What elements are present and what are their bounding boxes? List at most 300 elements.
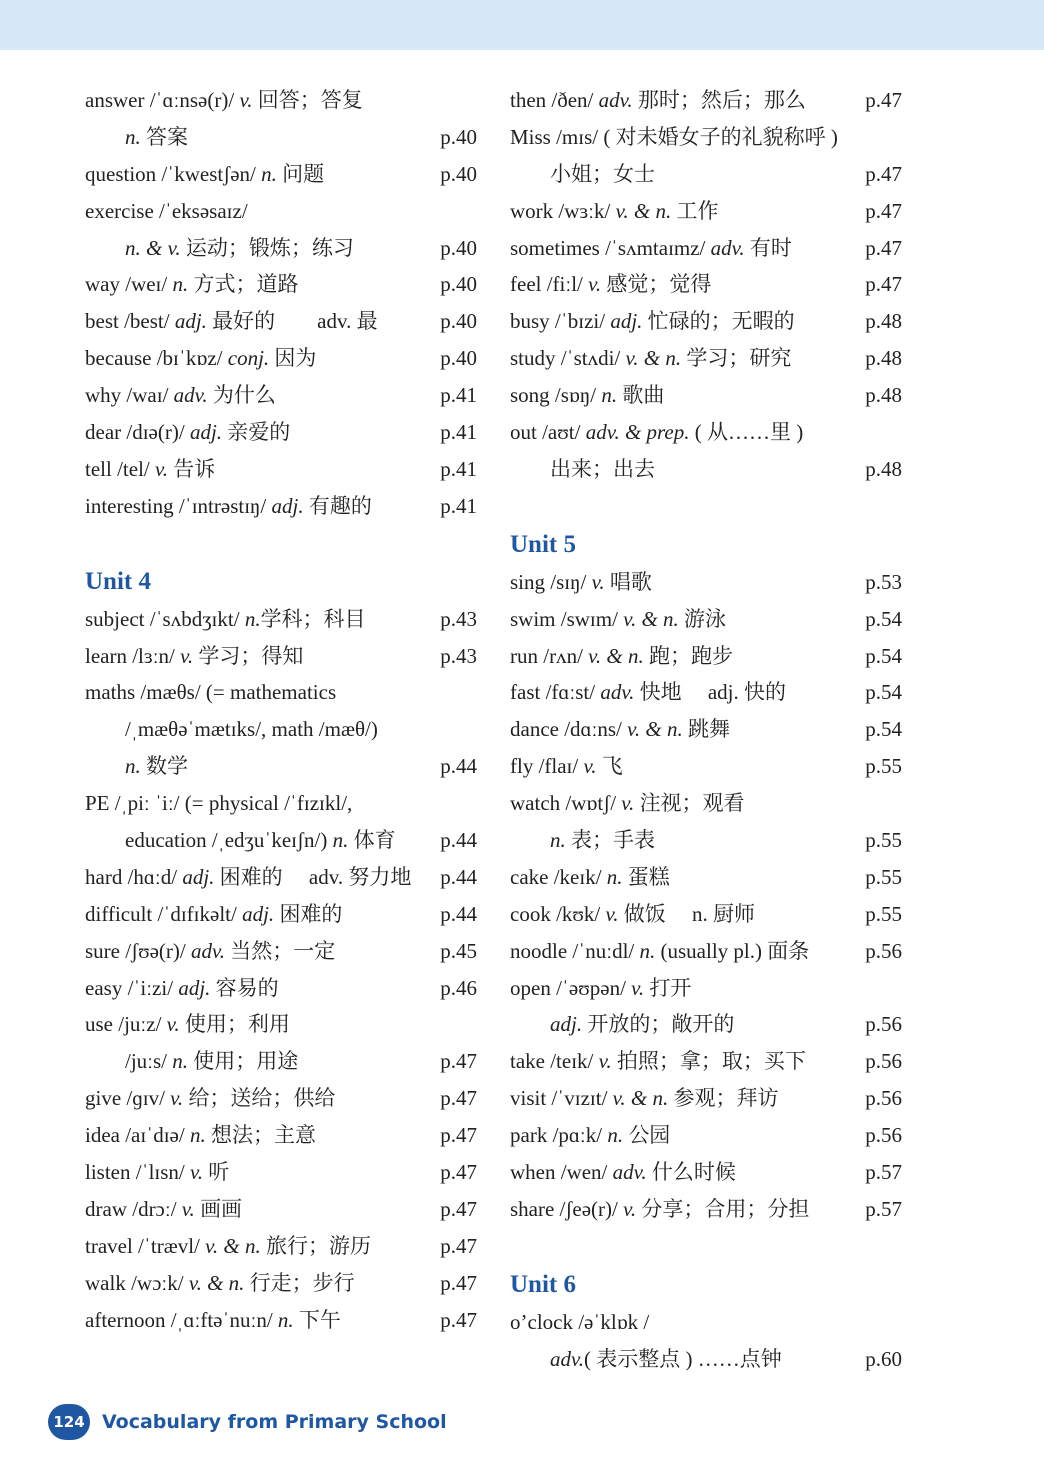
vocab-entry (510, 896, 902, 933)
part-of-speech: n. (277, 1307, 294, 1332)
entry-word: exercise /ˈeksəsaɪz/ (85, 198, 248, 223)
definition: 拍照；拿；取；买下 (611, 1049, 806, 1074)
page-ref: p.48 (865, 346, 902, 371)
entry-word: walk /wɔːk/ (85, 1270, 189, 1295)
vocab-entry (510, 785, 902, 822)
part-of-speech: adj. (178, 975, 211, 1000)
page-ref: p.40 (440, 124, 477, 149)
entry-text (510, 82, 806, 119)
page-ref: p.55 (865, 901, 902, 926)
page-ref: p.44 (440, 754, 477, 779)
entry-word: feel /fiːl/ (510, 272, 589, 297)
entry-text (85, 933, 335, 970)
entry-text (510, 303, 795, 340)
part-of-speech: n. (601, 383, 618, 408)
entry-word: use /juːz/ (85, 1012, 167, 1037)
page-ref: p.60 (865, 1346, 902, 1371)
entry-word: song /sɒŋ/ (510, 383, 602, 408)
definition: 那时；然后；那么 (632, 88, 806, 112)
entry-word: sometimes /ˈsʌmtaɪmz/ (510, 235, 711, 260)
part-of-speech: n. (639, 938, 656, 963)
footer-title: Vocabulary from Primary School (102, 1411, 447, 1433)
entry-text (510, 601, 726, 638)
entry-text (550, 1006, 734, 1043)
entry-text (510, 1304, 649, 1341)
part-of-speech: adv. & prep. (585, 420, 690, 445)
page-ref: p.41 (440, 456, 477, 481)
vocab-entry (510, 859, 902, 896)
part-of-speech: v. (166, 1012, 180, 1037)
entry-text (125, 119, 188, 156)
vocab-entry (510, 119, 902, 156)
definition: 什么时候 (646, 1160, 736, 1185)
part-of-speech: conj. (227, 346, 270, 371)
entry-text (510, 1117, 670, 1154)
part-of-speech: v. (181, 1196, 195, 1221)
entry-word: tell /tel/ (85, 456, 155, 481)
page-ref: p.56 (865, 938, 902, 963)
vocab-entry (85, 377, 477, 414)
vocab-entry (510, 451, 902, 488)
vocab-entry (85, 674, 477, 711)
entry-text (85, 1265, 355, 1302)
entry-word: out /aʊt/ (510, 420, 586, 445)
definition: 画画 (194, 1196, 243, 1221)
entry-text (85, 970, 279, 1007)
page-ref: p.48 (865, 456, 902, 481)
entry-text (125, 822, 396, 859)
entry-text (510, 193, 719, 230)
page-ref: p.47 (865, 235, 902, 260)
entry-word: easy /ˈiːzi/ (85, 975, 179, 1000)
unit-heading: Unit 4 (85, 567, 151, 595)
vocab-entry (510, 1341, 902, 1378)
page-ref: p.48 (865, 383, 902, 408)
entry-word: watch /wɒtʃ/ (510, 791, 622, 816)
entry-text (85, 488, 372, 525)
section-gap (510, 1228, 902, 1266)
entry-word: fly /flaɪ/ (510, 754, 584, 779)
definition: 困难的 (274, 901, 343, 926)
right-vocab-column (510, 82, 902, 1378)
entry-text (85, 896, 342, 933)
vocab-entry (85, 1080, 477, 1117)
vocab-entry (85, 193, 477, 230)
definition: 跳舞 (682, 717, 730, 742)
definition: 给；送给；供给 (183, 1086, 336, 1111)
definition: 当然；一定 (225, 938, 336, 963)
part-of-speech: v. (239, 88, 253, 112)
entry-text (125, 748, 188, 785)
entry-word: when /wen/ (510, 1160, 613, 1185)
entry-word: take /teɪk/ (510, 1049, 599, 1074)
definition: 忙碌的；无暇的 (642, 309, 795, 334)
vocab-entry (510, 377, 902, 414)
definition: 学习；研究 (681, 346, 792, 371)
entry-word: give /ɡɪv/ (85, 1086, 171, 1111)
entry-text (85, 1006, 290, 1043)
page-ref: p.47 (865, 272, 902, 297)
entry-text (85, 377, 276, 414)
definition: 亲爱的 (222, 420, 291, 445)
entry-word: travel /ˈtrævl/ (85, 1233, 206, 1258)
entry-text (85, 785, 352, 822)
entry-text (85, 193, 248, 230)
entry-word: way /weɪ/ (85, 272, 173, 297)
vocab-entry (510, 1117, 902, 1154)
entry-word: cook /kʊk/ (510, 901, 606, 926)
entry-word: then /ðen/ (510, 88, 599, 112)
entry-word: education /ˌedʒuˈkeɪʃn/) (125, 828, 333, 853)
entry-word: question /ˈkwestʃən/ (85, 161, 262, 186)
page-ref: p.56 (865, 1012, 902, 1037)
part-of-speech: v. (588, 272, 602, 297)
part-of-speech: v. & n. (588, 643, 644, 668)
definition: 参观；拜访 (668, 1086, 779, 1111)
page-ref: p.47 (865, 161, 902, 186)
vocab-entry (85, 340, 477, 377)
entry-text (85, 638, 303, 675)
definition: 容易的 (210, 975, 279, 1000)
vocab-entry (85, 230, 477, 267)
part-of-speech: v. & n. (615, 198, 672, 223)
part-of-speech: adj. (174, 309, 207, 334)
vocab-entry (85, 933, 477, 970)
part-of-speech: adv. (710, 235, 745, 260)
entry-word: cake /keɪk/ (510, 864, 607, 889)
entry-word: answer /ˈɑːnsə(r)/ (85, 88, 240, 112)
section-gap (510, 488, 902, 526)
part-of-speech: v. (170, 1086, 184, 1111)
page-ref: p.47 (440, 1160, 477, 1185)
part-of-speech: v. (605, 901, 619, 926)
vocab-entry (85, 785, 477, 822)
definition: 听 (203, 1160, 230, 1185)
vocab-entry (85, 896, 477, 933)
definition: 蛋糕 (622, 864, 670, 889)
page-ref: p.47 (440, 1307, 477, 1332)
entry-word: listen /ˈlɪsn/ (85, 1160, 190, 1185)
definition: 困难的 adv. 努力地 (214, 864, 412, 889)
vocab-entry (85, 156, 477, 193)
definition: 学科；科目 (260, 606, 366, 631)
definition: 旅行；游历 (260, 1233, 371, 1258)
page-ref: p.40 (440, 309, 477, 334)
entry-text (85, 674, 336, 711)
entry-text (510, 748, 623, 785)
entry-text (125, 1043, 298, 1080)
part-of-speech: adj. (189, 420, 223, 445)
top-color-band (0, 0, 1044, 50)
page-ref: p.44 (440, 828, 477, 853)
page-ref: p.47 (440, 1270, 477, 1295)
page-ref: p.56 (865, 1086, 902, 1111)
definition: ( 从……里 ) (689, 420, 804, 445)
entry-word: learn /lɜːn/ (85, 643, 181, 668)
part-of-speech: n. (332, 828, 349, 853)
page-ref: p.55 (865, 754, 902, 779)
vocab-entry (510, 266, 902, 303)
page-ref: p.48 (865, 309, 902, 334)
vocab-entry (510, 414, 902, 451)
vocab-entry (510, 822, 902, 859)
entry-text (510, 119, 838, 156)
page-ref: p.40 (440, 161, 477, 186)
definition: 歌曲 (617, 383, 665, 408)
page-ref: p.44 (440, 901, 477, 926)
definition: 方式；道路 (188, 272, 299, 297)
definition: 有时 (744, 235, 792, 260)
entry-word: open /ˈəʊpən/ (510, 975, 632, 1000)
entry-text (550, 822, 655, 859)
entry-text (510, 896, 755, 933)
part-of-speech: v. (154, 456, 168, 481)
entry-text (85, 303, 378, 340)
part-of-speech: n. (172, 1049, 189, 1074)
vocab-entry (85, 1043, 477, 1080)
entry-text (550, 1341, 782, 1378)
vocab-entry (510, 1080, 902, 1117)
vocab-entry (510, 933, 902, 970)
page-ref: p.47 (440, 1123, 477, 1148)
entry-text (510, 638, 733, 675)
part-of-speech: v. (180, 643, 194, 668)
definition: 公园 (623, 1123, 671, 1148)
definition: (usually pl.) 面条 (655, 938, 810, 963)
page-ref: p.57 (865, 1160, 902, 1185)
entry-text (510, 230, 792, 267)
page-ref: p.40 (440, 346, 477, 371)
vocab-entry (85, 1006, 477, 1043)
part-of-speech: v. & n. (205, 1233, 261, 1258)
entry-word: /juːs/ (125, 1049, 173, 1074)
unit-heading: Unit 6 (510, 1270, 576, 1298)
part-of-speech: n. (189, 1123, 206, 1148)
vocab-entry (85, 414, 477, 451)
page-ref: p.47 (440, 1233, 477, 1258)
entry-text (85, 451, 215, 488)
definition: 工作 (671, 198, 719, 223)
entry-text (85, 82, 363, 119)
entry-word: study /ˈstʌdi/ (510, 346, 626, 371)
entry-text (550, 156, 655, 193)
part-of-speech: v. (591, 569, 605, 594)
entry-word: why /waɪ/ (85, 383, 174, 408)
page-ref: p.53 (865, 569, 902, 594)
definition: 体育 (348, 828, 396, 853)
unit-heading: Unit 5 (510, 530, 576, 558)
part-of-speech: n. (550, 828, 566, 853)
part-of-speech: adv. (598, 88, 633, 112)
definition: 有趣的 (303, 493, 372, 518)
vocab-entry (85, 1228, 477, 1265)
definition: 快地 adj. 快的 (634, 680, 786, 705)
entry-word: share /ʃeə(r)/ (510, 1196, 624, 1221)
page-ref: p.55 (865, 864, 902, 889)
entry-text (85, 1080, 335, 1117)
definition: 告诉 (168, 456, 216, 481)
definition: 注视；观看 (634, 791, 745, 816)
vocab-entry (510, 1191, 902, 1228)
part-of-speech: n. (172, 272, 189, 297)
vocab-entry (85, 711, 477, 748)
part-of-speech: v. & n. (188, 1270, 245, 1295)
definition: 因为 (269, 346, 317, 371)
vocab-entry (510, 674, 902, 711)
definition: 分享；合用；分担 (636, 1196, 810, 1221)
page-ref: p.54 (865, 643, 902, 668)
entry-text (85, 1154, 229, 1191)
page-ref: p.43 (440, 643, 477, 668)
vocab-entry (85, 488, 477, 525)
definition: 感觉；觉得 (601, 272, 712, 297)
entry-text (510, 933, 809, 970)
vocab-entry (510, 230, 902, 267)
entry-text (510, 711, 730, 748)
part-of-speech: v. (190, 1160, 204, 1185)
entry-text (85, 156, 324, 193)
page-ref: p.56 (865, 1123, 902, 1148)
vocab-entry (85, 1302, 477, 1339)
entry-word: noodle /ˈnuːdl/ (510, 938, 640, 963)
page-ref: p.47 (440, 1086, 477, 1111)
part-of-speech: v. (621, 791, 635, 816)
part-of-speech: adj. (271, 493, 304, 518)
page-number-badge: 124 (48, 1404, 90, 1440)
vocab-entry (510, 1006, 902, 1043)
part-of-speech: n. (606, 864, 623, 889)
entry-word: afternoon /ˌɑːftəˈnuːn/ (85, 1307, 278, 1332)
entry-word: maths /mæθs/ (= mathematics (85, 680, 337, 705)
entry-word: work /wɜːk/ (510, 198, 616, 223)
entry-text (85, 414, 290, 451)
entry-word: difficult /ˈdɪfɪkəlt/ (85, 901, 243, 926)
vocab-entry (510, 156, 902, 193)
page-ref: p.54 (865, 717, 902, 742)
vocab-entry (85, 1117, 477, 1154)
entry-word: swim /swɪm/ (510, 606, 624, 631)
page-footer (48, 1404, 447, 1440)
definition: 使用；用途 (188, 1049, 299, 1074)
vocab-entry (510, 303, 902, 340)
entry-text (125, 711, 378, 748)
definition: 运动；锻炼；练习 (180, 235, 354, 260)
definition: 学习；得知 (193, 643, 304, 668)
entry-text (510, 1191, 809, 1228)
definition: 做饭 n. 厨师 (618, 901, 756, 926)
part-of-speech: adj. (550, 1012, 583, 1037)
definition: 开放的；敞开的 (582, 1012, 735, 1037)
vocab-entry (510, 711, 902, 748)
part-of-speech: n. (261, 161, 277, 186)
section-gap (85, 525, 477, 563)
page-ref: p.40 (440, 235, 477, 260)
entry-text (510, 1154, 736, 1191)
part-of-speech: v. & n. (627, 717, 683, 742)
page-ref: p.46 (440, 975, 477, 1000)
definition: 问题 (276, 161, 325, 186)
entry-text (510, 674, 786, 711)
entry-word: park /pɑːk/ (510, 1123, 608, 1148)
entry-word: o’clock /əˈklɒk / (510, 1309, 650, 1334)
definition: 想法；主意 (205, 1123, 316, 1148)
left-vocab-column (85, 82, 477, 1339)
part-of-speech: adj. (610, 309, 643, 334)
definition: 飞 (596, 754, 623, 779)
entry-text (510, 1043, 806, 1080)
entry-text (85, 1117, 316, 1154)
entry-text (85, 859, 411, 896)
page-ref: p.57 (865, 1196, 902, 1221)
part-of-speech: v. & n. (623, 606, 679, 631)
definition: 使用；利用 (179, 1012, 290, 1037)
definition: 唱歌 (604, 569, 652, 594)
page-ref: p.40 (440, 272, 477, 297)
vocab-entry (510, 601, 902, 638)
part-of-speech: adv. (550, 1346, 585, 1371)
page-ref: p.56 (865, 1049, 902, 1074)
vocab-entry (85, 119, 477, 156)
vocab-entry (85, 451, 477, 488)
definition: 下午 (293, 1307, 341, 1332)
vocab-entry (85, 1265, 477, 1302)
entry-text (510, 1080, 779, 1117)
entry-word: 小姐；女士 (550, 161, 655, 186)
definition: 答案 (140, 124, 188, 149)
entry-word: best /best/ (85, 309, 175, 334)
entry-word: dear /dɪə(r)/ (85, 420, 190, 445)
entry-text (85, 601, 366, 638)
part-of-speech: adj. (242, 901, 275, 926)
entry-text (510, 340, 791, 377)
entry-word: visit /ˈvɪzɪt/ (510, 1086, 613, 1111)
definition: 表；手表 (565, 828, 655, 853)
vocab-entry (510, 564, 902, 601)
entry-text (125, 230, 354, 267)
vocab-entry (510, 748, 902, 785)
entry-text (510, 859, 670, 896)
vocab-entry (85, 1191, 477, 1228)
vocab-entry (85, 303, 477, 340)
definition: 数学 (140, 754, 188, 779)
part-of-speech: v. (598, 1049, 612, 1074)
entry-text (85, 340, 316, 377)
entry-word: sing /sɪŋ/ (510, 569, 592, 594)
entry-word: interesting /ˈɪntrəstɪŋ/ (85, 493, 272, 518)
vocab-entry (85, 970, 477, 1007)
entry-word: subject /ˈsʌbdʒɪkt/ (85, 606, 245, 631)
entry-word: sure /ʃʊə(r)/ (85, 938, 191, 963)
page-ref: p.45 (440, 938, 477, 963)
vocab-entry (510, 1154, 902, 1191)
part-of-speech: v. & n. (625, 346, 682, 371)
vocab-entry (85, 859, 477, 896)
part-of-speech: n. (125, 124, 141, 149)
definition: 行走；步行 (244, 1270, 355, 1295)
entry-word: PE /ˌpiː ˈiː/ (= physical /ˈfɪzɪkl/, (85, 791, 353, 816)
part-of-speech: adv. (190, 938, 225, 963)
entry-word: draw /drɔː/ (85, 1196, 182, 1221)
entry-word: hard /hɑːd/ (85, 864, 183, 889)
page-ref: p.44 (440, 864, 477, 889)
entry-text (510, 266, 711, 303)
entry-text (85, 1302, 341, 1339)
definition: 游泳 (678, 606, 727, 631)
part-of-speech: adj. (182, 864, 215, 889)
entry-word: Miss /mɪs/ ( 对未婚女子的礼貌称呼 ) (510, 124, 838, 149)
entry-word: /ˌmæθəˈmætɪks/, math /mæθ/) (125, 717, 378, 742)
entry-text (510, 414, 803, 451)
